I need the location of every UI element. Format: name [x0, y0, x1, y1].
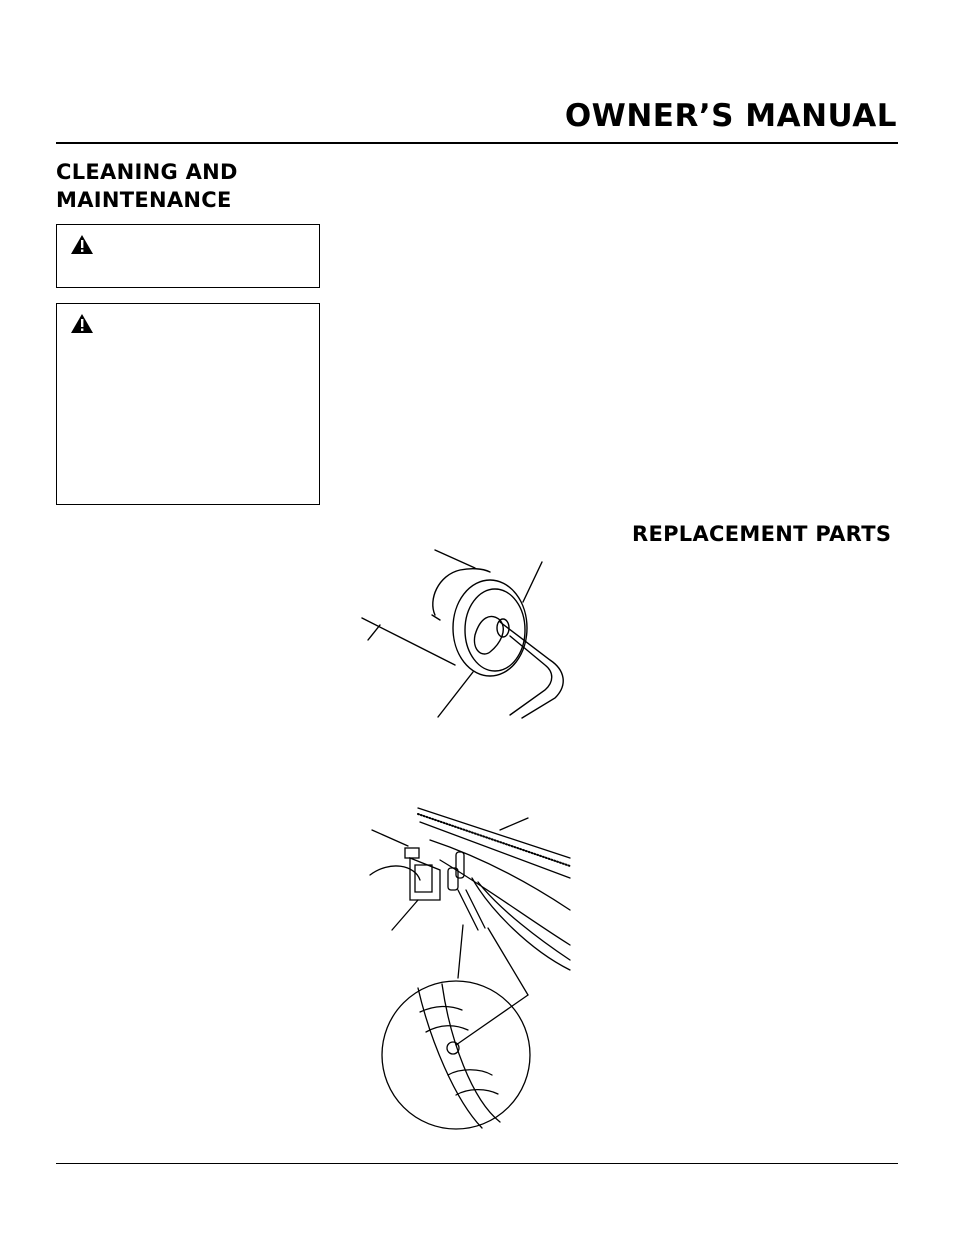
cleaning-maintenance-heading: CLEANING AND MAINTENANCE: [56, 160, 238, 212]
warning-triangle-icon: [71, 235, 93, 254]
footer-rule: [56, 1163, 898, 1164]
caution-box: [56, 303, 320, 505]
warning-box: [56, 224, 320, 288]
header-rule: [56, 142, 898, 144]
pilot-assembly-illustration: [360, 800, 575, 1135]
warning-triangle-icon: [71, 314, 93, 333]
replacement-parts-heading: REPLACEMENT PARTS: [632, 522, 892, 546]
page-title: OWNER’S MANUAL: [564, 98, 897, 134]
burner-illustration: [340, 540, 580, 725]
